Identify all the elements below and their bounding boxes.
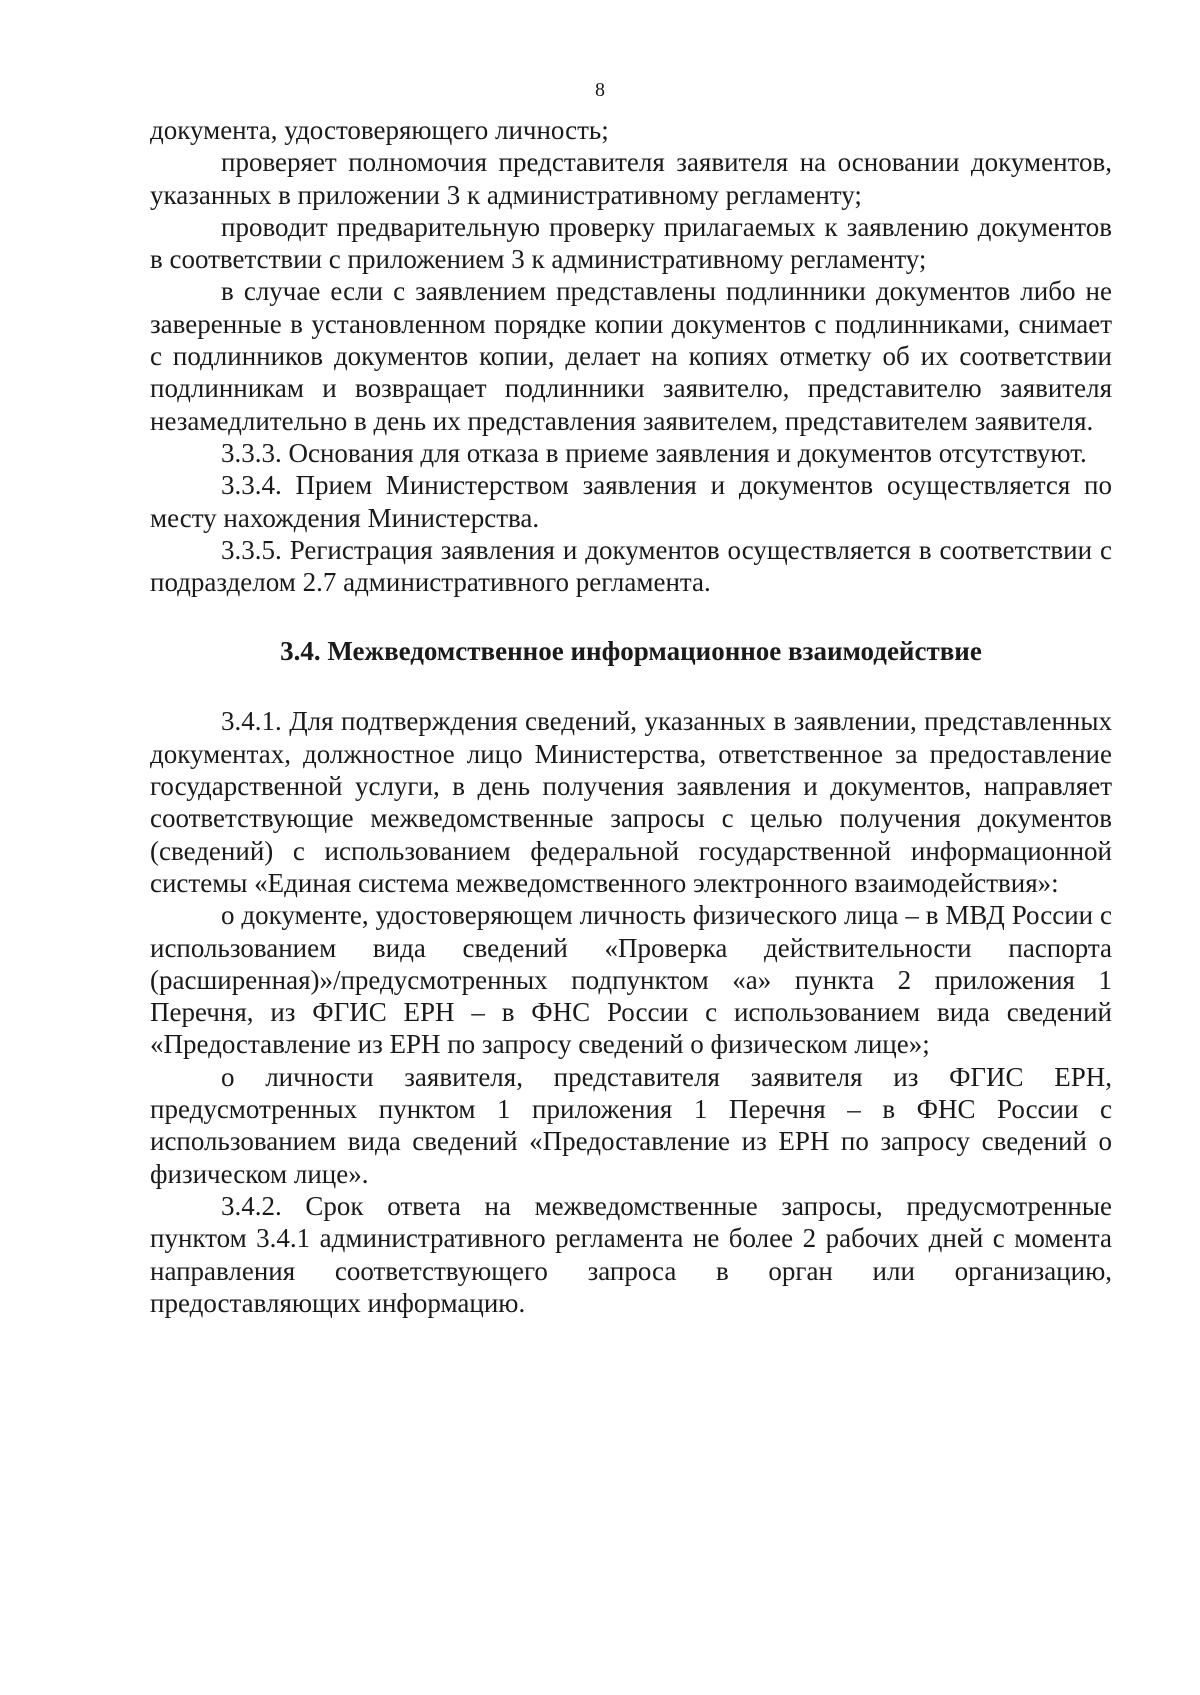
page-number: 8 <box>595 79 605 101</box>
paragraph: о личности заявителя, представителя заявителя из ФГИС ЕРН, предусмотренных пунктом 1 приложения 1 Перечня – в ФНС России с использованием вида сведений «Предоставление из ЕРН по запросу сведений о физическом лице». <box>150 1061 1112 1189</box>
paragraph: 3.3.4. Прием Министерством заявления и документов осуществляется по месту нахождения Министерства. <box>150 470 1112 533</box>
paragraph: 3.3.3. Основания для отказа в приеме заявления и документов отсутствуют. <box>221 437 1087 468</box>
paragraph: 3.4.1. Для подтверждения сведений, указанных в заявлении, представленных документах, должностное лицо Министерства, ответственное за предоставление государственной услуги, в день получения заявления и документов, направляет соответствующие межведомственные запросы с целью получения документов (сведений) с использованием федеральной государственной информационной системы «Единая система межведомственного электронного взаимодействия»: <box>150 706 1112 898</box>
paragraph: проводит предварительную проверку прилагаемых к заявлению документов в соответствии с приложением 3 к административному регламенту; <box>150 211 1112 275</box>
paragraph: о документе, удостоверяющем личность физического лица – в МВД России с использованием вида сведений «Проверка действительности паспорта (расширенная)»/предусмотренных подпунктом «а» пункта 2 приложения 1 Перечня, из ФГИС ЕРН – в ФНС России с использованием вида сведений «Предоставление из ЕРН по запросу сведений о физическом лице»; <box>150 900 1112 1060</box>
paragraph: 3.4.2. Срок ответа на межведомственные запросы, предусмотренные пунктом 3.4.1 административного регламента не более 2 рабочих дней с момента направления соответствующего запроса в орган или организацию, предоставляющих информацию. <box>150 1190 1112 1318</box>
paragraph: документа, удостоверяющего личность; <box>150 115 609 145</box>
paragraph: проверяет полномочия представителя заявителя на основании документов, указанных в приложении 3 к административному регламенту; <box>150 147 1112 210</box>
paragraph: в случае если с заявлением представлены подлинники документов либо не заверенные в установленном порядке копии документов с подлинниками, снимает с подлинников документов копии, делает на копиях отметку об их соответствии подлинникам и возвращает подлинники заявителю, представителю заявителя незамедлительно в день их представления заявителем, представителем заявителя. <box>150 276 1112 436</box>
section-3-3-continued <box>150 114 1112 598</box>
document-body <box>150 114 1112 1319</box>
section-3-4 <box>150 705 1112 1319</box>
paragraph: 3.3.5. Регистрация заявления и документов осуществляется в соответствии с подразделом 2.7 административного регламента. <box>150 534 1112 598</box>
section-heading: 3.4. Межведомственное информационное взаимодействие <box>280 636 982 667</box>
